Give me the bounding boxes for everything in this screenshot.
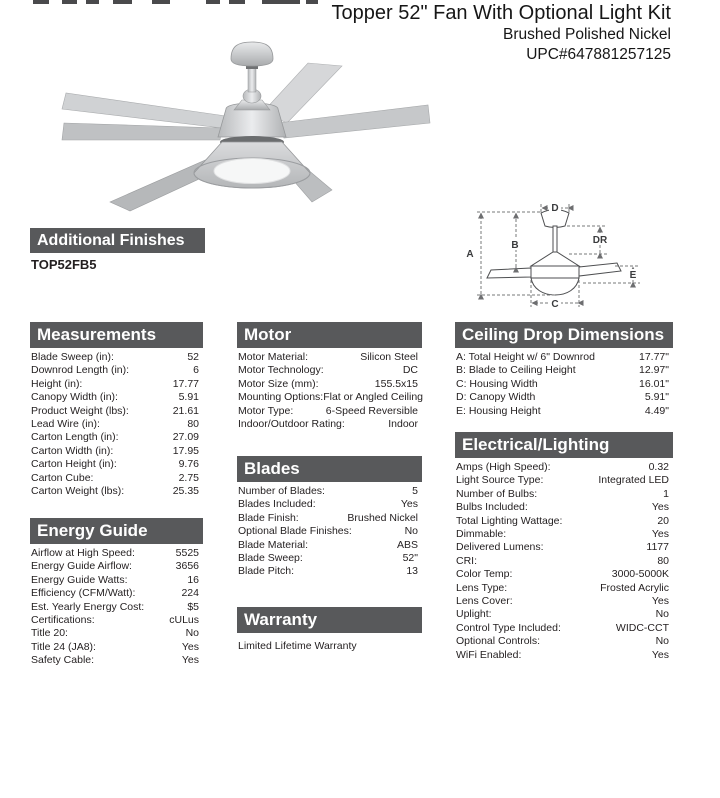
diagram-downrod [553, 226, 557, 252]
spec-value: 27.09 [172, 431, 199, 444]
spec-value: Frosted Acrylic [600, 581, 669, 594]
spec-value: 12.97" [638, 364, 669, 377]
finish-subtitle: Brushed Polished Nickel [502, 26, 671, 43]
spec-value: 16 [187, 573, 199, 586]
spec-label: Carton Weight (lbs): [31, 485, 125, 498]
spec-row [31, 574, 199, 587]
spec-label: Product Weight (lbs): [31, 404, 129, 417]
spec-label: CRI: [456, 554, 477, 567]
spec-value: ABS [396, 538, 418, 551]
ceiling-drop-header: Ceiling Drop Dimensions [455, 322, 673, 348]
spec-label: Carton Width (in): [31, 444, 114, 457]
spec-label: Blades Included: [238, 498, 316, 511]
spec-value: No [404, 525, 418, 538]
spec-label: Bulbs Included: [456, 501, 528, 514]
spec-row [238, 512, 418, 525]
spec-label: C: Housing Width [456, 377, 538, 390]
spec-row [456, 528, 669, 541]
spec-label: Downrod Length (in): [31, 364, 130, 377]
spec-value: No [655, 608, 669, 621]
spec-label: Total Lighting Wattage: [456, 514, 563, 527]
spec-row [31, 587, 199, 600]
spec-row [238, 351, 418, 364]
diagram-blade-left [487, 268, 531, 278]
spec-label: Lens Type: [456, 581, 508, 594]
upc-code: UPC#647881257125 [526, 46, 671, 63]
warranty-note: Limited Lifetime Warranty [238, 640, 357, 652]
spec-value: 5 [412, 485, 418, 497]
spec-label: Lens Cover: [456, 595, 513, 608]
spec-value: Yes [651, 501, 669, 514]
spec-label: Carton Length (in): [31, 431, 119, 444]
spec-row [31, 472, 199, 485]
spec-value: 6-Speed Reversible [325, 404, 418, 417]
spec-label: Title 20: [31, 627, 68, 640]
spec-label: Blade Material: [238, 538, 309, 551]
section-blades [237, 456, 422, 579]
spec-value: 52" [402, 552, 418, 565]
spec-value: Flat or Angled Ceiling [323, 391, 424, 404]
spec-label: Efficiency (CFM/Watt): [31, 587, 136, 600]
spec-value: 5.91 [178, 391, 199, 404]
spec-row [238, 498, 418, 511]
spec-row [456, 555, 669, 568]
fan-blade [62, 123, 222, 140]
spec-label: Height (in): [31, 377, 83, 390]
spec-row [456, 622, 669, 635]
spec-value: Yes [181, 640, 199, 653]
spec-label: Mounting Options: [238, 391, 324, 404]
motor-rows [237, 351, 422, 431]
spec-row [31, 458, 199, 471]
spec-label: E: Housing Height [456, 404, 541, 417]
spec-label: Amps (High Speed): [456, 461, 551, 473]
diagram-housing-band [531, 266, 579, 278]
spec-row [238, 485, 418, 498]
spec-label: Energy Guide Watts: [31, 573, 128, 586]
spec-label: Number of Bulbs: [456, 487, 538, 500]
spec-row [456, 391, 669, 404]
spec-value: 4.49" [644, 404, 669, 417]
spec-row [456, 474, 669, 487]
spec-value: Yes [181, 654, 199, 667]
spec-row [238, 539, 418, 552]
spec-value: 3656 [175, 560, 199, 573]
fan-light-lens [214, 159, 290, 184]
spec-value: Brushed Nickel [347, 511, 418, 524]
spec-row [456, 405, 669, 418]
additional-finishes-header: Additional Finishes [30, 228, 205, 253]
spec-value: Integrated LED [598, 474, 669, 487]
spec-row [238, 418, 418, 431]
spec-label: Motor Size (mm): [238, 377, 319, 390]
spec-value: 13 [406, 565, 418, 578]
spec-value: 52 [187, 351, 199, 363]
spec-row [31, 601, 199, 614]
blades-header: Blades [237, 456, 422, 482]
spec-value: 1177 [646, 541, 669, 554]
spec-label: Blade Finish: [238, 511, 299, 524]
spec-row [31, 560, 199, 573]
spec-label: D: Canopy Width [456, 391, 536, 404]
spec-label: Lead Wire (in): [31, 418, 100, 431]
ceiling-drop-diagram [457, 182, 692, 312]
spec-label: Uplight: [456, 608, 492, 621]
spec-value: Yes [651, 595, 669, 608]
spec-row [456, 541, 669, 554]
motor-header: Motor [237, 322, 422, 348]
electrical-header: Electrical/Lighting [455, 432, 673, 458]
spec-row [456, 351, 669, 364]
fan-blade [278, 105, 430, 138]
page-title: Topper 52" Fan With Optional Light Kit [331, 2, 671, 24]
spec-row [456, 595, 669, 608]
spec-row [456, 364, 669, 377]
spec-value: 21.61 [172, 404, 199, 417]
dim-label-b: B [511, 240, 519, 251]
blades-rows [237, 485, 422, 579]
spec-label: Light Source Type: [456, 474, 544, 487]
spec-row [238, 405, 418, 418]
spec-row [31, 364, 199, 377]
spec-value: 17.95 [172, 444, 199, 457]
spec-label: Airflow at High Speed: [31, 547, 135, 559]
spec-row [456, 635, 669, 648]
fan-product-image [50, 30, 440, 220]
spec-value: No [655, 635, 669, 648]
spec-label: Delivered Lumens: [456, 541, 544, 554]
spec-row [238, 391, 424, 404]
spec-value: 9.76 [178, 458, 199, 471]
section-measurements [30, 322, 203, 498]
spec-label: Optional Blade Finishes: [238, 525, 352, 538]
spec-value: $5 [187, 600, 199, 613]
spec-row [31, 391, 199, 404]
spec-value: No [185, 627, 199, 640]
spec-label: Energy Guide Airflow: [31, 560, 132, 573]
fan-canopy [231, 42, 273, 66]
spec-label: Motor Technology: [238, 364, 324, 377]
spec-label: A: Total Height w/ 6" Downrod [456, 351, 595, 363]
spec-value: 5525 [175, 547, 199, 559]
spec-value: 224 [181, 587, 199, 600]
section-electrical [455, 432, 673, 662]
spec-row [238, 525, 418, 538]
spec-value: 5.91" [644, 391, 669, 404]
spec-label: Number of Blades: [238, 485, 325, 497]
dim-label-d: D [551, 203, 559, 214]
spec-label: Canopy Width (in): [31, 391, 118, 404]
spec-label: Safety Cable: [31, 654, 95, 667]
spec-value: 80 [187, 418, 199, 431]
spec-value: 16.01" [638, 377, 669, 390]
spec-row [31, 641, 199, 654]
dim-label-e: E [629, 270, 637, 281]
spec-label: Blade Pitch: [238, 565, 295, 578]
spec-value: 17.77 [172, 377, 199, 390]
spec-row [31, 405, 199, 418]
spec-label: B: Blade to Ceiling Height [456, 364, 576, 377]
spec-value: 17.77" [638, 351, 669, 363]
spec-row [456, 378, 669, 391]
section-ceiling-drop [455, 322, 673, 418]
fan-downrod [248, 68, 256, 92]
spec-row [456, 582, 669, 595]
spec-row [31, 614, 199, 627]
spec-label: Motor Material: [238, 351, 309, 363]
spec-label: Control Type Included: [456, 621, 561, 634]
spec-label: WiFi Enabled: [456, 648, 522, 661]
spec-label: Blade Sweep (in): [31, 351, 114, 363]
spec-label: Dimmable: [456, 528, 507, 541]
spec-value: 2.75 [178, 471, 199, 484]
spec-row [238, 378, 418, 391]
spec-row [31, 627, 199, 640]
electrical-rows [455, 461, 673, 662]
spec-row [31, 445, 199, 458]
measurements-rows [30, 351, 203, 498]
spec-label: Motor Type: [238, 404, 294, 417]
fan-blade [62, 93, 226, 128]
spec-value: 3000-5000K [611, 568, 669, 581]
spec-value: 25.35 [172, 485, 199, 498]
spec-row [238, 552, 418, 565]
dim-label-dr: DR [592, 235, 608, 246]
cropped-top-edge-text [0, 0, 330, 6]
dim-label-c: C [551, 299, 559, 310]
spec-value: cULus [169, 614, 199, 627]
spec-value: Yes [400, 498, 418, 511]
diagram-housing-dome [531, 278, 579, 295]
spec-value: Indoor [388, 418, 418, 431]
energy-guide-header: Energy Guide [30, 518, 203, 544]
spec-row [31, 351, 199, 364]
spec-row [456, 568, 669, 581]
model-number: TOP52FB5 [31, 257, 97, 272]
spec-row [456, 608, 669, 621]
warranty-header: Warranty [237, 607, 422, 633]
spec-row [31, 431, 199, 444]
spec-row [456, 501, 669, 514]
spec-label: Indoor/Outdoor Rating: [238, 418, 345, 431]
spec-row [456, 515, 669, 528]
spec-label: Carton Height (in): [31, 458, 117, 471]
spec-value: Silicon Steel [360, 351, 418, 363]
spec-row [456, 488, 669, 501]
energy-guide-rows [30, 547, 203, 668]
spec-row [31, 547, 199, 560]
dim-label-a: A [466, 249, 474, 260]
spec-value: Yes [651, 648, 669, 661]
section-motor [237, 322, 422, 431]
spec-row [238, 565, 418, 578]
spec-row [31, 378, 199, 391]
spec-label: Title 24 (JA8): [31, 640, 96, 653]
section-warranty [237, 607, 422, 652]
spec-value: 6 [193, 364, 199, 377]
measurements-header: Measurements [30, 322, 203, 348]
ceiling-drop-rows [455, 351, 673, 418]
spec-value: 20 [657, 514, 669, 527]
spec-row [31, 418, 199, 431]
spec-label: Est. Yearly Energy Cost: [31, 600, 145, 613]
spec-value: DC [402, 364, 418, 377]
spec-row [456, 461, 669, 474]
spec-value: 80 [657, 554, 669, 567]
spec-value: 1 [663, 487, 669, 500]
section-energy-guide [30, 518, 203, 668]
spec-label: Color Temp: [456, 568, 513, 581]
spec-row [238, 364, 418, 377]
spec-row [31, 485, 199, 498]
spec-value: 0.32 [648, 461, 669, 473]
spec-label: Carton Cube: [31, 471, 94, 484]
spec-value: Yes [651, 528, 669, 541]
spec-value: 155.5x15 [374, 377, 418, 390]
spec-label: Certifications: [31, 614, 95, 627]
spec-label: Optional Controls: [456, 635, 541, 648]
spec-row [31, 654, 199, 667]
spec-row [456, 649, 669, 662]
spec-value: WIDC-CCT [615, 621, 669, 634]
spec-label: Blade Sweep: [238, 552, 303, 565]
diagram-blade-right [579, 263, 621, 276]
